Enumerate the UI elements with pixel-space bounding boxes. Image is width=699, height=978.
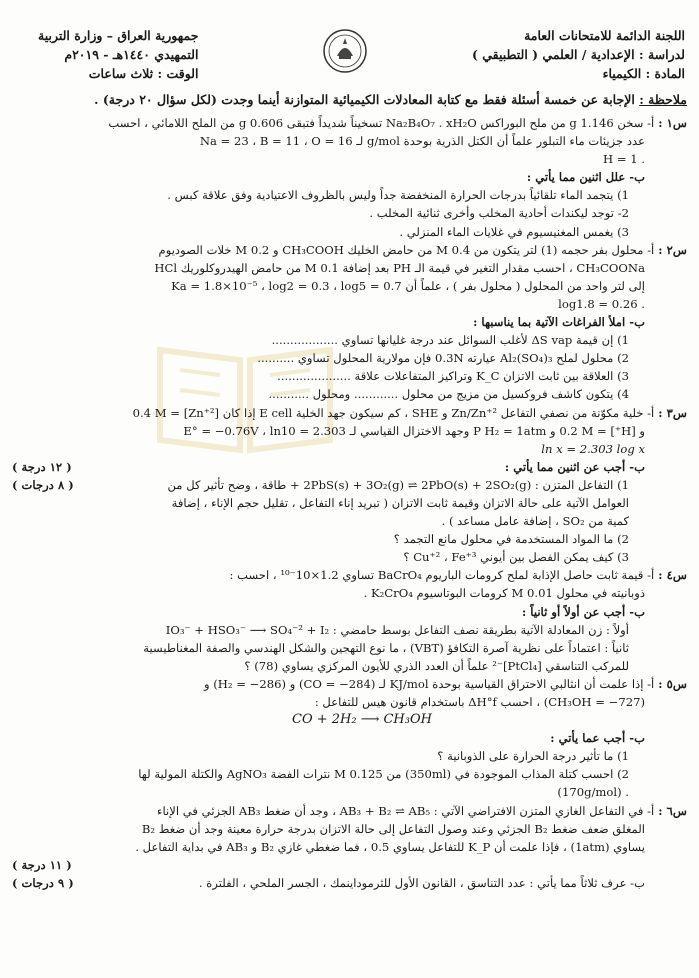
question-text: العوامل الآتية على حالة الاتزان وقيمة ثابت الاتزان ( تبريد إناء التفاعل ، تقليل حجم الإناء ، إضافة — [171, 495, 629, 510]
question-line — [12, 584, 687, 602]
question-text: 3) كيف يمكن الفصل بين أيوني Cu⁺² ، Fe⁺³ ؟ — [403, 550, 629, 565]
marks-label: ( ٩ درجات ) — [12, 875, 74, 890]
question-line — [12, 241, 687, 259]
question-number: س٦ : — [658, 803, 687, 818]
question-line — [12, 711, 687, 729]
note-text: الإجابة عن خمسة أسئلة فقط مع كتابة المعادلات الكيميائية المتوازنة أينما وجدت (لكل سؤال ٢٠ درجة) . — [94, 92, 635, 107]
question-line — [12, 223, 687, 241]
question-line — [12, 603, 687, 621]
question-text: إلى لتر واحد من المحلول ( محلول بفر ) ، علماً أن Ka = 1.8×10⁻⁵ ، log2 = 0.3 ، log5 = 0.7 — [171, 278, 645, 293]
question-text: 2- توجد ليكندات أحادية المخلب وأخرى ثنائية المخلب . — [369, 206, 629, 221]
question-line — [12, 621, 687, 639]
question-line — [12, 349, 687, 367]
question-line — [12, 856, 687, 874]
question-line — [12, 838, 687, 856]
question-text: أ- محلول بفر حجمه (1) لتر يتكون من M 0.4 من حامض الخليك CH₃COOH و M 0.2 خلات الصوديوم — [158, 242, 655, 257]
question-line — [12, 331, 687, 349]
question-number: س٤ : — [658, 568, 687, 583]
question-line — [12, 494, 687, 512]
question-line — [12, 548, 687, 566]
header-line: المادة : الكيمياء — [602, 66, 685, 81]
question-text: أ- قيمة ثابت حاصل الإذابة لملح كرومات الباريوم BaCrO₄ تساوي 1.2×10⁻¹⁰ ، احسب : — [229, 568, 655, 583]
marks-label: ( ١١ درجة ) — [12, 857, 72, 872]
question-line — [12, 295, 687, 313]
question-line — [12, 313, 687, 331]
question-text: ln x = 2.303 log x — [541, 441, 645, 456]
question-line — [12, 168, 687, 186]
question-line — [12, 530, 687, 548]
header-line: الوقت : ثلاث ساعات — [88, 66, 199, 81]
question-line — [12, 404, 687, 422]
question-text: أولاً : زن المعادلة الآتية بطريقة نصف التفاعل بوسط حامضي : IO₃⁻ + HSO₃⁻ ⟶ SO₄⁻² + I₂ — [165, 622, 629, 637]
ministry-emblem-icon — [322, 28, 368, 74]
question-line — [12, 874, 687, 892]
question-text: . (170g/mol) — [557, 785, 629, 800]
question-line — [12, 259, 687, 277]
question-line — [12, 114, 687, 132]
question-line — [12, 693, 687, 711]
question-text: 3) يغمس المغنيسيوم في غلايات الماء المنزلي . — [399, 224, 629, 239]
question-text: أ- في التفاعل الغازي المتزن الافتراضي الآتي : AB₃ + B₂ ⇌ AB₅ ، وجد أن ضغط AB₃ الجزئي في الإناء — [157, 803, 655, 818]
question-line — [12, 566, 687, 584]
question-number: س٢ : — [658, 242, 687, 257]
question-text: 1) التفاعل المتزن : 2PbS(s) + 3O₂(g) ⇌ 2PbO(s) + 2SO₂(g) + طاقة ، وضح تأثير كل من — [167, 477, 629, 492]
header-line: اللجنة الدائمة للامتحانات العامة — [524, 28, 685, 43]
question-text: أ- خلية مكوّنة من نصفي التفاعل Zn/Zn⁺² و SHE ، كم سيكون جهد الخلية E cell إذا كان [Zn⁺²] = 0.4 M — [132, 405, 655, 420]
question-line — [12, 657, 687, 675]
question-text: ب- عرف ثلاثاً مما يأتي : عدد التناسق ، القانون الأول للثرموداينمك ، الجسر الملحي ، الفلترة . — [198, 875, 645, 890]
question-line — [12, 385, 687, 403]
question-line — [12, 132, 687, 150]
question-text: ب- أجب عن أولاً أو ثانياً : — [521, 604, 645, 619]
header-line: لدراسة : الإعدادية / العلمي ( التطبيقي ) — [471, 47, 685, 62]
question-line — [12, 820, 687, 838]
note-label: ملاحظة : — [639, 92, 687, 107]
question-text: 1) ما تأثير درجة الحرارة على الذوبانية ؟ — [437, 749, 629, 764]
question-line — [12, 440, 687, 458]
question-number: س٣ : — [658, 405, 687, 420]
question-line — [12, 204, 687, 222]
question-line — [12, 186, 687, 204]
header-line: التمهيدي ١٤٤٠هـ - ٢٠١٩م — [64, 47, 199, 62]
question-line — [12, 150, 687, 168]
question-line — [12, 512, 687, 530]
question-text: أ- إذا علمت أن انثالبي الاحتراق القياسية بوحدة KJ/mol لـ (CO = −284) و (H₂ = −286) و — [203, 676, 655, 691]
question-line — [12, 802, 687, 820]
marks-label: ( ٨ درجات ) — [12, 477, 74, 492]
question-text: ب- املأ الفراغات الآتية بما يناسبها : — [473, 315, 645, 330]
question-text: كمية من SO₂ ، إضافة عامل مساعد ) . — [441, 514, 629, 529]
question-text: للمركب التناسقي [PtCl₄]⁻² علماً أن العدد الذري للأيون المركزي يساوي (78) ؟ — [244, 658, 629, 673]
question-text: CH₃COONa ، احسب مقدار التغير في قيمة الـ PH بعد إضافة M 0.1 من حامض الهيدروكلوريك HCl — [154, 260, 645, 275]
question-text: 3) العلاقة بين ثابت الاتزان K_C وتراكيز المتفاعلات علاقة .................... — [277, 369, 629, 384]
question-text: ذوبانيته في محلول M 0.01 كرومات البوتاسيوم K₂CrO₄ . — [363, 586, 645, 601]
question-line — [12, 783, 687, 801]
exam-instructions — [12, 92, 687, 107]
header-ministry-block — [38, 26, 198, 83]
question-text: 4) يتكون كاشف فروكسيل من مزيج من محلول ............ ومحلول ........... — [268, 387, 629, 402]
question-text: ب- أجب عن اثنين مما يأتي : — [504, 459, 645, 474]
question-number: س٥ : — [658, 676, 687, 691]
marks-label: ( ١٢ درجة ) — [12, 459, 72, 474]
question-text: CO + 2H₂ ⟶ CH₃OH — [292, 712, 432, 728]
questions-body — [12, 114, 687, 892]
question-text: ثانياً : اعتماداً على نظرية آصرة التكافؤ (VBT) ، ما نوع التهجين والشكل الهندسي والصفة المغناطيسية — [143, 640, 629, 655]
question-text: ب- علل اثنين مما يأتي : — [526, 170, 645, 185]
question-text: المغلق ضعف ضغط B₂ الجزئي وعند وصول التفاعل إلى حالة الاتزان بدرجة حرارة معينة وجد أن ضغط B₂ — [141, 821, 645, 836]
question-text: يساوي (1atm) ، فإذا علمت أن K_P للتفاعل يساوي 0.5 ، فما ضغطي غازي B₂ و AB₃ في بداية التفاعل . — [135, 839, 645, 854]
question-text: 1) يتجمد الماء تلقائياً بدرجات الحرارة المنخفضة جداً وليس بالظروف الاعتيادية وفق علاقة كبس . — [167, 188, 629, 203]
question-text: . log1.8 = 0.26 — [558, 296, 645, 311]
question-text: 2) ما المواد المستخدمة في محلول مانع التجمد ؟ — [393, 532, 629, 547]
question-line — [12, 729, 687, 747]
header-line: جمهورية العراق – وزارة التربية — [38, 28, 199, 43]
question-line — [12, 747, 687, 765]
question-line — [12, 476, 687, 494]
question-text: 1) إن قيمة ΔS vap لأغلب السوائل عند درجة غليانها تساوي .................. — [271, 333, 629, 348]
question-line — [12, 675, 687, 693]
question-number: س١ : — [658, 116, 687, 130]
question-text: أ- سخن g 1.146 من ملح البوراكس Na₂B₄O₇ . xH₂O تسخيناً شديداً فتبقى g 0.606 من الملح اللامائي ، احسب — [108, 116, 655, 130]
question-line — [12, 367, 687, 385]
question-line — [12, 422, 687, 440]
question-text: و [H⁺] = 0.2 M و P H₂ = 1atm وجهد الاختزال القياسي لـ E° = −0.76V ، ln10 = 2.303 — [183, 423, 645, 438]
question-text: 2) محلول لملح Al₂(SO₄)₃ عيارته 0.3N فإن مولارية المحلول تساوي .......... — [257, 351, 629, 366]
question-text: (CH₃OH = −727) ، احسب ΔH°f باستخدام قانون هيس للتفاعل : — [314, 695, 645, 709]
question-text: . H = 1 — [603, 152, 645, 167]
question-text: 2) احسب كتلة المذاب الموجودة في (350ml) من M 0.125 نترات الفضة AgNO₃ والكتلة المولية لها — [138, 767, 629, 782]
header-committee-block — [472, 26, 685, 83]
exam-header — [0, 8, 699, 104]
question-line — [12, 639, 687, 657]
question-line — [12, 277, 687, 295]
question-text: عدد جزيئات ماء التبلور علماً أن الكتل الذرية بوحدة g/mol لـ Na = 23 ، B = 11 ، O = 16 — [199, 134, 645, 149]
question-line — [12, 765, 687, 783]
question-line — [12, 458, 687, 476]
question-text: ب- أجب عما يأتي : — [550, 731, 645, 746]
